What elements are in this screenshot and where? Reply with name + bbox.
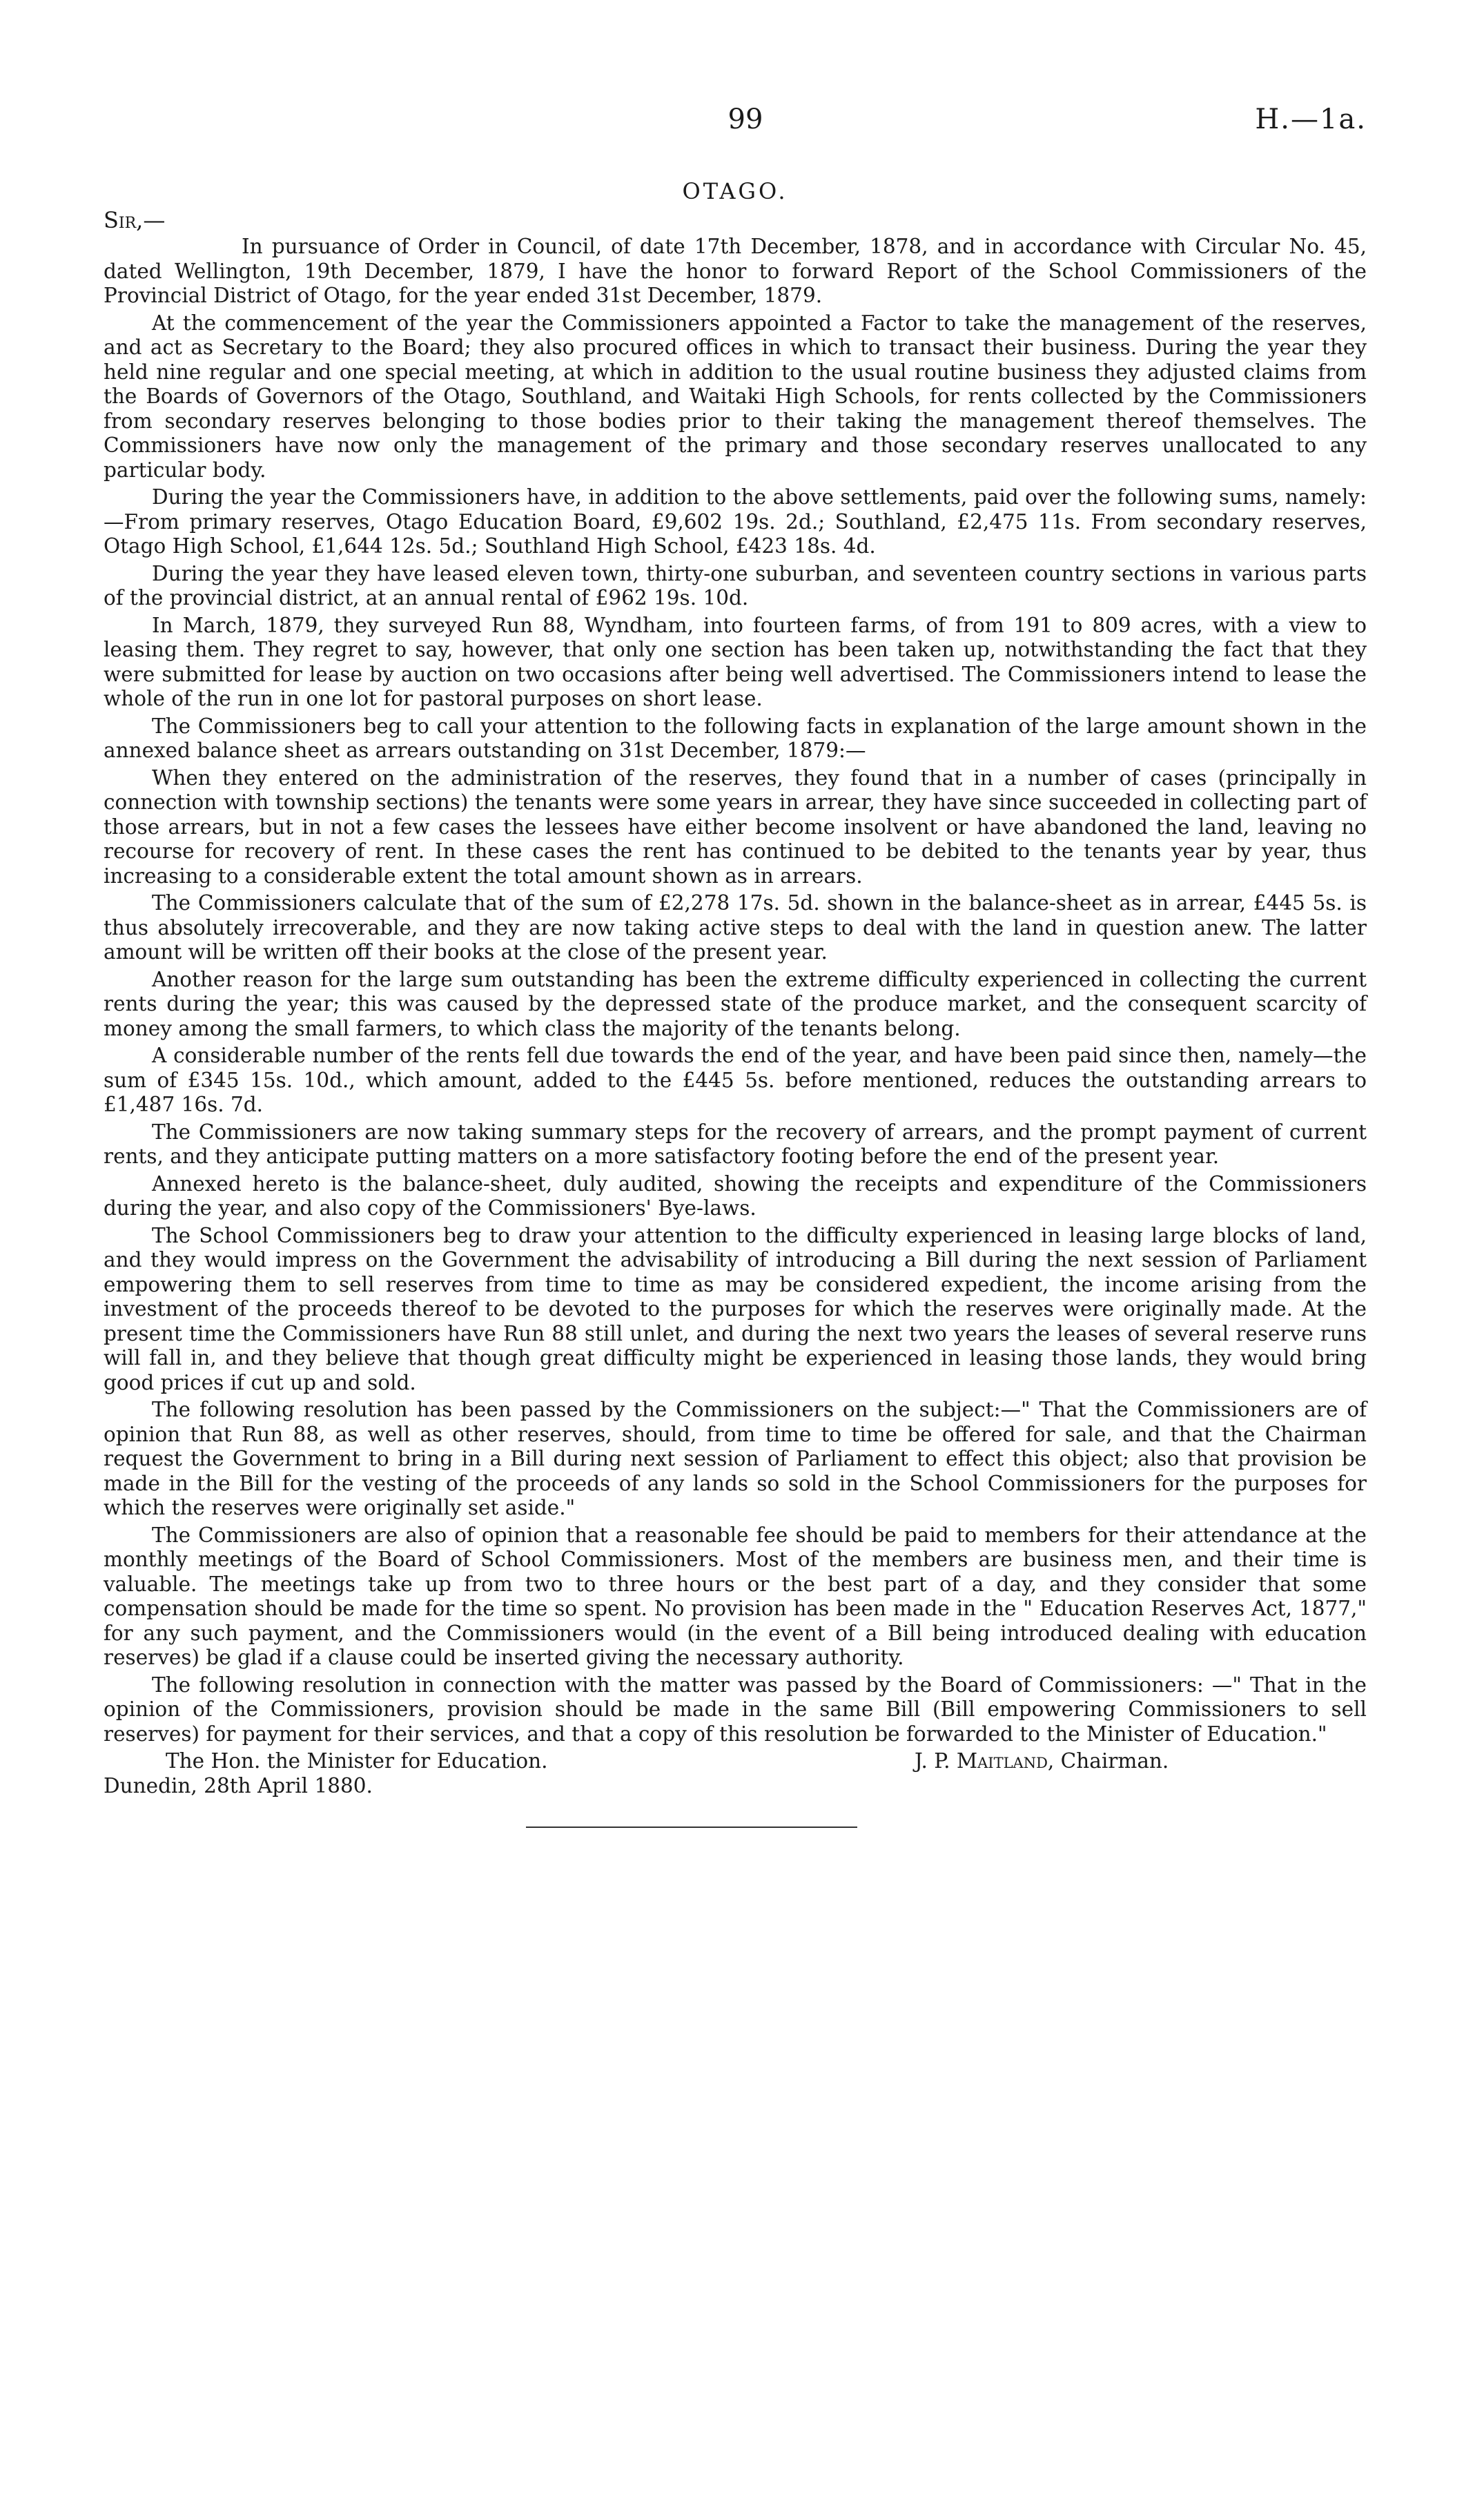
closing-block xyxy=(104,1749,1367,1799)
document-code: H.—1a. xyxy=(1255,104,1367,135)
paragraph: The School Commissioners beg to draw your attention to the difficulty experienced in leasing large blocks of land, and they would impress on the Government the advisability of introducing a Bill during the next session of Parliament empowering them to sell reserves from time to time as may be considered expedient, the income arising from the investment of the proceeds thereof to be devoted to the purposes for which the reserves were originally made. At the present time the Commissioners have Run 88 still unlet, and during the next two years the leases of several reserve runs will fall in, and they believe that though great difficulty might be experienced in leasing those lands, they would bring good prices if cut up and sold. xyxy=(104,1223,1367,1394)
signatory-title: , Chairman. xyxy=(1047,1749,1169,1773)
paragraph: Another reason for the large sum outstanding has been the extreme difficulty experienced in collecting the current rents during the year; this was caused by the depressed state of the produce market, and the consequent scarcity of money among the small farmers, to which class the majority of the tenants belong. xyxy=(104,967,1367,1040)
paragraph: A considerable number of the rents fell due towards the end of the year, and have been paid since then, namely—the sum of £345 15s. 10d., which amount, added to the £445 5s. before mentioned, reduces the outstanding arrears to £1,487 16s. 7d. xyxy=(104,1044,1367,1116)
paragraph: The following resolution in connection with the matter was passed by the Board of Commissioners: —" That in the opinion of the Commissioners, provision should be made in the same Bill (Bill empowering Commissioners to sell reserves) for payment for their services, and that a copy of this resolution be forwarded to the Minister of Education." xyxy=(104,1673,1367,1746)
paragraph: The Commissioners calculate that of the sum of £2,278 17s. 5d. shown in the balance-sheet as in arrear, £445 5s. is thus absolutely irrecoverable, and they are now taking active steps to deal with the land in question anew. The latter amount will be written off their books at the close of the present year. xyxy=(104,891,1367,964)
paragraph: In March, 1879, they surveyed Run 88, Wyndham, into fourteen farms, of from 191 to 809 acres, with a view to leasing them. They regret to say, however, that only one section has been taken up, notwithstanding the fact that they were submitted for lease by auction on two occasions after being well advertised. The Commissioners intend to lease the whole of the run in one lot for pastoral purposes on short lease. xyxy=(104,613,1367,710)
report-body xyxy=(104,235,1367,1799)
paragraph: In pursuance of Order in Council, of date 17th December, 1878, and in accordance with Circular No. 45, dated Wellington, 19th December, 1879, I have the honor to forward Report of the School Commissioners of the Provincial District of Otago, for the year ended 31st December, 1879. xyxy=(104,235,1367,307)
paragraph: The following resolution has been passed by the Commissioners on the subject:—" That the Commissioners are of opinion that Run 88, as well as other reserves, should, from time to time be offered for sale, and that the Chairman request the Government to bring in a Bill during next session of Parliament to effect this object; also that provision be made in the Bill for the vesting of the proceeds of any lands so sold in the School Commissioners for the purposes for which the reserves were originally set aside." xyxy=(104,1398,1367,1519)
place-date: Dunedin, 28th April 1880. xyxy=(104,1774,373,1798)
end-rule xyxy=(526,1827,857,1828)
paragraph: During the year the Commissioners have, in addition to the above settlements, paid over the following sums, namely:—From primary reserves, Otago Education Board, £9,602 19s. 2d.; Southland, £2,475 11s. From secondary reserves, Otago High School, £1,644 12s. 5d.; Southland High School, £423 18s. 4d. xyxy=(104,485,1367,558)
signature xyxy=(915,1749,1169,1774)
paragraph: The Commissioners are also of opinion that a reasonable fee should be paid to members for their attendance at the monthly meetings of the Board of School Commissioners. Most of the members are business men, and their time is valuable. The meetings take up from two to three hours or the best part of a day, and they consider that some compensation should be made for the time so spent. No provision has been made in the " Education Reserves Act, 1877," for any such payment, and the Commissioners would (in the event of a Bill being introduced dealing with education reserves) be glad if a clause could be inserted giving the necessary authority. xyxy=(104,1523,1367,1669)
addressee: The Hon. the Minister for Education. xyxy=(166,1749,548,1773)
signatory-name: J. P. Maitland xyxy=(915,1749,1048,1773)
paragraph: Annexed hereto is the balance-sheet, duly audited, showing the receipts and expenditure of the Commissioners during the year, and also copy of the Commissioners' Bye-laws. xyxy=(104,1171,1367,1220)
salutation: Sir,— xyxy=(104,207,166,233)
paragraph: During the year they have leased eleven town, thirty-one suburban, and seventeen country sections in various parts of the provincial district, at an annual rental of £962 19s. 10d. xyxy=(104,561,1367,610)
page-header xyxy=(104,104,1367,145)
paragraph: When they entered on the administration of the reserves, they found that in a number of cases (principally in connection with township sections) the tenants were some years in arrear, they have since succeeded in collecting part of those arrears, but in not a few cases the lessees have either become insolvent or have abandoned the land, leaving no recourse for recovery of rent. In these cases the rent has continued to be debited to the tenants year by year, thus increasing to a considerable extent the total amount shown as in arrears. xyxy=(104,766,1367,888)
paragraph: The Commissioners beg to call your attention to the following facts in explanation of the large amount shown in the annexed balance sheet as arrears outstanding on 31st December, 1879:— xyxy=(104,714,1367,762)
paragraph: At the commencement of the year the Commissioners appointed a Factor to take the management of the reserves, and act as Secretary to the Board; they also procured offices in which to transact their business. During the year they held nine regular and one special meeting, at which in addition to the usual routine business they adjusted claims from the Boards of Governors of the Otago, Southland, and Waitaki High Schools, for rents collected by the Commissioners from secondary reserves belonging to those bodies prior to their taking the management thereof themselves. The Commissioners have now only the management of the primary and those secondary reserves unallocated to any particular body. xyxy=(104,311,1367,482)
section-title: OTAGO. xyxy=(682,178,788,204)
page-number: 99 xyxy=(728,104,763,135)
paragraph: The Commissioners are now taking summary steps for the recovery of arrears, and the prompt payment of current rents, and they anticipate putting matters on a more satisfactory footing before the end of the present year. xyxy=(104,1120,1367,1168)
